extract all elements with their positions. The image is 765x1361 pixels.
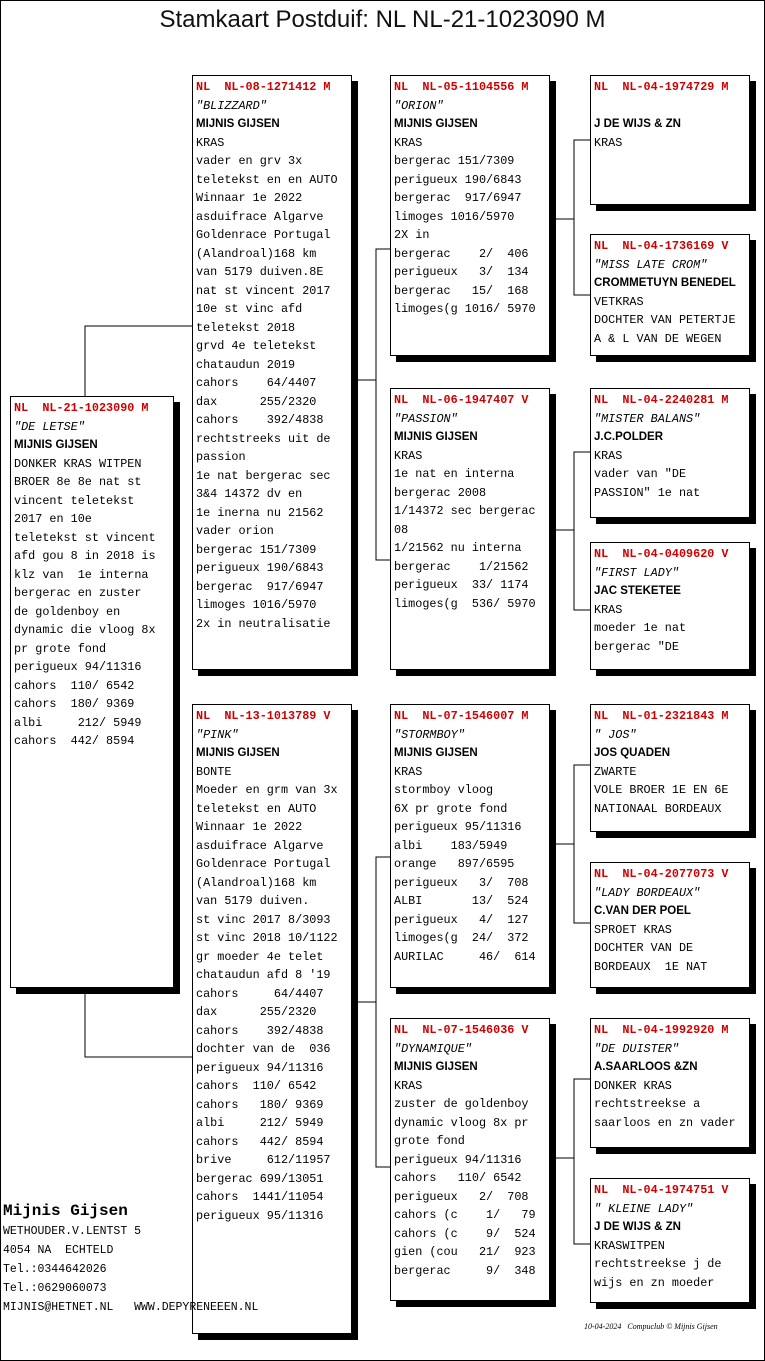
card-line: nat st vincent 2017	[196, 283, 331, 298]
pedigree-card-sds	[590, 388, 750, 518]
card-line: limoges(g 24/ 372	[394, 931, 529, 945]
card-line: (Alandroal)168 km	[196, 875, 317, 890]
ring-number: NL NL-04-2077073 V	[594, 867, 729, 881]
card-line: 3&4 14372 dv en	[196, 487, 303, 501]
card-line: perigueux 190/6843	[196, 561, 324, 575]
card-line: KRAS	[594, 135, 623, 150]
card-line: Goldenrace Portugal	[196, 857, 331, 871]
breeder-name: MIJNIS GIJSEN	[394, 747, 478, 759]
breeder-name: C.VAN DER POEL	[594, 905, 691, 917]
card-line: moeder 1e nat	[594, 621, 687, 635]
card-line: 10e st vinc afd	[196, 302, 303, 316]
card-line: cahors 64/4407	[196, 376, 317, 390]
card-line: cahors (c 1/ 79	[394, 1208, 536, 1222]
card-line: KRAS	[394, 1078, 423, 1093]
card-line: bergerac en zuster	[14, 586, 142, 600]
ring-number: NL NL-06-1947407 V	[394, 393, 529, 407]
card-line: bergerac 917/6947	[394, 191, 522, 205]
card-line: limoges(g 1016/ 5970	[394, 302, 536, 316]
card-line: bergerac 151/7309	[394, 154, 515, 168]
card-line: cahors (c 9/ 524	[394, 1226, 536, 1241]
card-line: bergerac 917/6947	[196, 579, 324, 594]
breeder-name: JOS QUADEN	[594, 747, 671, 759]
pedigree-card-sire-sire	[390, 75, 550, 356]
card-line: A & L VAN DE WEGEN	[594, 331, 722, 346]
card-line: stormboy vloog	[394, 783, 494, 797]
owner-city: 4054 NA ECHTELD	[3, 1244, 114, 1257]
card-line: vader en grv 3x	[196, 154, 303, 168]
card-line: 1e nat en interna	[394, 467, 515, 481]
card-line: bergerac 9/ 348	[394, 1263, 536, 1278]
ring-number: NL NL-21-1023090 M	[14, 401, 149, 415]
owner-phone-1: Tel.:0344642026	[3, 1263, 107, 1276]
card-line: KRAS	[394, 448, 423, 463]
card-line: de goldenboy en	[14, 604, 121, 619]
card-line: perigueux 94/11316	[394, 1152, 522, 1167]
breeder-name: JAC STEKETEE	[594, 585, 681, 597]
card-line: DONKER KRAS WITPEN	[14, 456, 142, 471]
card-line: teletekst st vincent	[14, 530, 156, 545]
breeder-name: J.C.POLDER	[594, 431, 664, 443]
pigeon-name: " JOS"	[594, 727, 637, 742]
card-line: orange 897/6595	[394, 857, 515, 871]
owner-block	[3, 1200, 258, 1317]
card-line: 2017 en 10e	[14, 512, 92, 526]
pedigree-card-ddd	[590, 1178, 750, 1303]
card-line: st vinc 2017 8/3093	[196, 912, 331, 927]
card-line: bergerac "DE	[594, 639, 679, 654]
card-line: rechtstreekse a	[594, 1097, 701, 1111]
card-lines	[196, 134, 348, 634]
card-line: rechtstreeks uit de	[196, 431, 331, 446]
pigeon-name: "DE LETSE"	[14, 419, 85, 434]
card-line: st vinc 2018 10/1122	[196, 931, 338, 945]
card-line: wijs en zn moeder	[594, 1275, 715, 1290]
pigeon-name: "ORION"	[394, 98, 444, 113]
card-line: albi 183/5949	[394, 838, 508, 853]
card-line: (Alandroal)168 km	[196, 246, 317, 261]
pigeon-name: "MISTER BALANS"	[594, 411, 701, 426]
card-line: Winnaar 1e 2022	[196, 820, 303, 834]
card-line: 6X pr grote fond	[394, 801, 508, 816]
breeder-name: MIJNIS GIJSEN	[394, 431, 478, 443]
card-line: bergerac 2008	[394, 485, 487, 500]
owner-name: Mijnis Gijsen	[3, 1202, 128, 1220]
pedigree-card-ssd	[590, 234, 750, 356]
card-line: passion	[196, 450, 246, 464]
card-line: perigueux 4/ 127	[394, 912, 529, 927]
card-line: teletekst en en AUTO	[196, 172, 338, 187]
card-line: perigueux 3/ 708	[394, 875, 529, 890]
card-line: VETKRAS	[594, 294, 644, 309]
card-line: brive 612/11957	[196, 1153, 331, 1167]
card-line: dynamic vloog 8x pr	[394, 1115, 529, 1130]
breeder-name: MIJNIS GIJSEN	[14, 439, 98, 451]
card-line: vader orion	[196, 524, 274, 538]
ring-number: NL NL-04-0409620 V	[594, 547, 729, 561]
card-lines	[14, 455, 170, 751]
card-line: 1/14372 sec bergerac	[394, 504, 536, 518]
pigeon-name: "LADY BORDEAUX"	[594, 885, 701, 900]
card-line: cahors 442/ 8594	[196, 1134, 324, 1149]
card-line: 2X in	[394, 228, 430, 242]
card-line: Moeder en grm van 3x	[196, 783, 338, 797]
breeder-name: MIJNIS GIJSEN	[394, 1061, 478, 1073]
pigeon-name: "PINK"	[196, 727, 239, 742]
card-line: KRAS	[394, 135, 423, 150]
pigeon-name	[594, 97, 746, 116]
card-line: dynamic die vloog 8x	[14, 623, 156, 637]
card-lines	[394, 763, 546, 967]
card-line: KRAS	[196, 135, 225, 150]
owner-phone-2: Tel.:0629060073	[3, 1282, 107, 1295]
card-line: cahors 64/4407	[196, 986, 324, 1001]
breeder-name: MIJNIS GIJSEN	[196, 118, 280, 130]
pedigree-card-sdd	[590, 542, 750, 670]
card-line: dochter van de 036	[196, 1042, 331, 1056]
ring-number: NL NL-08-1271412 M	[196, 80, 331, 94]
card-line: Winnaar 1e 2022	[196, 191, 303, 205]
card-line: SPROET KRAS	[594, 922, 672, 937]
ring-number: NL NL-04-1974729 M	[594, 80, 729, 94]
card-line: BONTE	[196, 764, 232, 779]
card-line: albi 212/ 5949	[196, 1116, 324, 1130]
card-lines	[394, 447, 546, 614]
pedigree-card-dam-sire	[390, 704, 550, 988]
card-line: PASSION" 1e nat	[594, 485, 701, 500]
card-line: limoges 1016/5970	[394, 209, 515, 224]
card-line: bergerac 151/7309	[196, 542, 317, 557]
pigeon-name: "PASSION"	[394, 411, 458, 426]
card-line: AURILAC 46/ 614	[394, 949, 536, 964]
pedigree-card-sire-dam	[390, 388, 550, 670]
card-line: klz van 1e interna	[14, 567, 149, 582]
card-line: 2x in neutralisatie	[196, 616, 331, 631]
breeder-name: A.SAARLOOS &ZN	[594, 1061, 698, 1073]
card-line: grvd 4e teletekst	[196, 339, 317, 353]
card-lines	[196, 763, 348, 1226]
card-line: gr moeder 4e telet	[196, 949, 324, 964]
card-line: gien (cou 21/ 923	[394, 1245, 536, 1259]
card-line: perigueux 95/11316	[394, 820, 522, 834]
ring-number: NL NL-05-1104556 M	[394, 80, 529, 94]
card-line: KRAS	[594, 448, 623, 463]
card-line: cahors 110/ 6542	[196, 1079, 317, 1093]
card-line: DOCHTER VAN DE	[594, 941, 694, 955]
card-line: bergerac 2/ 406	[394, 246, 529, 261]
ring-number: NL NL-01-2321843 M	[594, 709, 729, 723]
card-line: saarloos en zn vader	[594, 1115, 736, 1130]
card-line: dax 255/2320	[196, 1005, 317, 1019]
card-line: DONKER KRAS	[594, 1078, 672, 1093]
card-line: chataudun afd 8 '19	[196, 968, 331, 982]
ring-number: NL NL-04-1992920 M	[594, 1023, 729, 1037]
footer-credit: 10-04-2024 Compuclub © Mijnis Gijsen	[584, 1322, 718, 1331]
card-line: asduifrace Algarve	[196, 838, 324, 853]
owner-address: WETHOUDER.V.LENTST 5	[3, 1225, 142, 1238]
ring-number: NL NL-07-1546036 V	[394, 1023, 529, 1037]
pigeon-name: "BLIZZARD"	[196, 98, 267, 113]
pigeon-name: " KLEINE LADY"	[594, 1201, 694, 1216]
card-line: cahors 1441/11054	[196, 1190, 324, 1204]
card-line: 1e inerna nu 21562	[196, 505, 324, 520]
card-line: van 5179 duiven.8E	[196, 265, 324, 279]
card-line: ZWARTE	[594, 764, 637, 779]
card-line: perigueux 94/11316	[196, 1060, 324, 1075]
card-line: bergerac 1/21562	[394, 559, 529, 574]
card-line: NATIONAAL BORDEAUX	[594, 801, 722, 816]
card-line: teletekst 2018	[196, 320, 296, 335]
breeder-name: CROMMETUYN BENEDEL	[594, 277, 736, 289]
card-line: dax 255/2320	[196, 394, 317, 409]
ring-number: NL NL-07-1546007 M	[394, 709, 529, 723]
pedigree-card-dss	[590, 704, 750, 832]
card-line: zuster de goldenboy	[394, 1097, 529, 1111]
card-line: cahors 442/ 8594	[14, 734, 135, 748]
card-line: cahors 110/ 6542	[14, 678, 135, 693]
card-line: DOCHTER VAN PETERTJE	[594, 313, 736, 327]
card-line: cahors 180/ 9369	[196, 1097, 324, 1112]
card-line: chataudun 2019	[196, 357, 296, 372]
pigeon-name: "FIRST LADY"	[594, 565, 679, 580]
card-lines	[394, 134, 546, 319]
card-line: vader van "DE	[594, 467, 687, 481]
card-line: bergerac 699/13051	[196, 1171, 324, 1186]
card-line: teletekst en AUTO	[196, 801, 317, 816]
card-line: KRAS	[594, 602, 623, 617]
pedigree-card-subject	[10, 396, 174, 988]
card-line: perigueux 3/ 134	[394, 265, 529, 279]
card-line: BORDEAUX 1E NAT	[594, 959, 708, 974]
card-line: cahors 110/ 6542	[394, 1171, 522, 1185]
card-line: cahors 180/ 9369	[14, 697, 135, 711]
card-line: KRAS	[394, 764, 423, 779]
breeder-name: J DE WIJS & ZN	[594, 118, 681, 130]
breeder-name: J DE WIJS & ZN	[594, 1221, 681, 1233]
card-line: perigueux 94/11316	[14, 660, 142, 674]
card-line: VOLE BROER 1E EN 6E	[594, 783, 729, 797]
card-line: cahors 392/4838	[196, 413, 324, 427]
pedigree-card-dam-dam	[390, 1018, 550, 1301]
pigeon-name: "STORMBOY"	[394, 727, 465, 742]
card-line: 08	[394, 522, 409, 537]
card-line: perigueux 33/ 1174	[394, 578, 529, 592]
card-line: vincent teletekst	[14, 493, 135, 508]
card-line: grote fond	[394, 1134, 465, 1148]
pedigree-card-dsd	[590, 862, 750, 988]
pigeon-name: "DE DUISTER"	[594, 1041, 679, 1056]
card-line: perigueux 2/ 708	[394, 1189, 529, 1204]
pedigree-card-dds	[590, 1018, 750, 1148]
card-line: limoges(g 536/ 5970	[394, 596, 536, 611]
card-line: perigueux 190/6843	[394, 172, 522, 187]
owner-contact: MIJNIS@HETNET.NL WWW.DEPYRENEEEN.NL	[3, 1301, 259, 1314]
pigeon-name: "MISS LATE CROM"	[594, 257, 708, 272]
breeder-name: MIJNIS GIJSEN	[196, 747, 280, 759]
card-line: ALBI 13/ 524	[394, 894, 529, 908]
card-line: KRASWITPEN	[594, 1238, 665, 1253]
ring-number: NL NL-04-1974751 V	[594, 1183, 729, 1197]
card-line: rechtstreekse j de	[594, 1257, 722, 1271]
card-line: BROER 8e 8e nat st	[14, 475, 142, 489]
card-line: albi 212/ 5949	[14, 715, 142, 730]
ring-number: NL NL-13-1013789 V	[196, 709, 331, 723]
card-line: Goldenrace Portugal	[196, 228, 331, 242]
pedigree-card-sire	[192, 75, 352, 670]
card-line: 1e nat bergerac sec	[196, 468, 331, 483]
card-line: van 5179 duiven.	[196, 894, 310, 908]
breeder-name: MIJNIS GIJSEN	[394, 118, 478, 130]
card-line: limoges 1016/5970	[196, 598, 317, 612]
card-line: afd gou 8 in 2018 is	[14, 549, 156, 563]
card-line: cahors 392/4838	[196, 1023, 324, 1038]
card-line: pr grote fond	[14, 641, 107, 656]
page-title: Stamkaart Postduif: NL NL-21-1023090 M	[159, 6, 606, 33]
card-line: bergerac 15/ 168	[394, 283, 529, 298]
pigeon-name: "DYNAMIQUE"	[394, 1041, 472, 1056]
ring-number: NL NL-04-1736169 V	[594, 239, 729, 253]
card-line: perigueux 95/11316	[196, 1208, 324, 1223]
card-line: asduifrace Algarve	[196, 209, 324, 224]
card-lines	[394, 1077, 546, 1281]
pedigree-card-sss	[590, 75, 750, 205]
ring-number: NL NL-04-2240281 M	[594, 393, 729, 407]
card-line: 1/21562 nu interna	[394, 541, 522, 555]
